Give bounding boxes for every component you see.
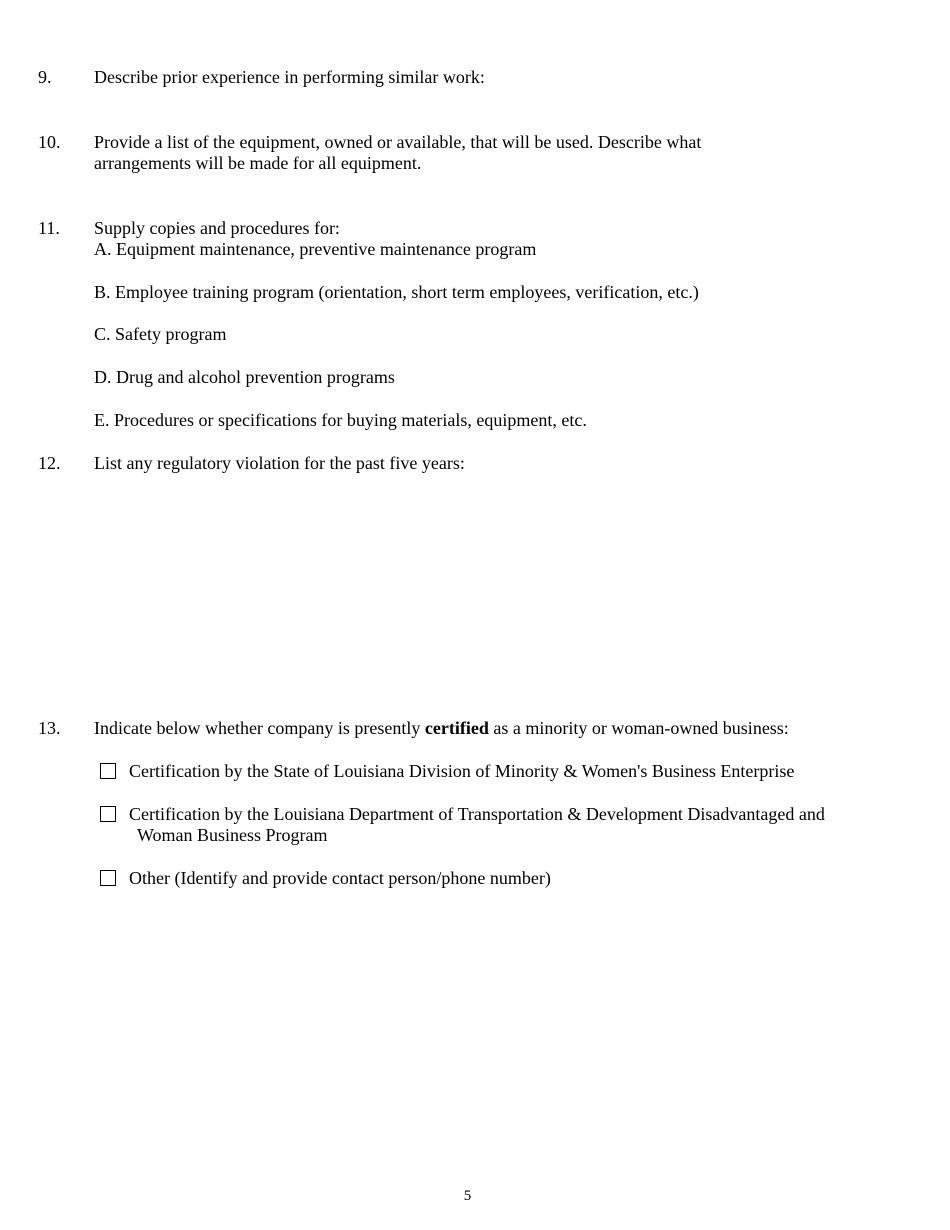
item-12-text: List any regulatory violation for the past five years: — [94, 453, 465, 473]
item-10-text-line1: Provide a list of the equipment, owned or available, that will be used. Describe what — [94, 132, 702, 152]
certification-dotd-label-line1: Certification by the Louisiana Department of Transportation & Development Disadvantaged and — [129, 804, 825, 824]
certification-dotd-checkbox[interactable] — [100, 806, 116, 822]
certification-dotd-label-line2: Woman Business Program — [137, 825, 328, 845]
item-13-text — [94, 718, 789, 739]
item-11-number: 11. — [38, 218, 60, 238]
certification-state-label: Certification by the State of Louisiana Division of Minority & Women's Business Enterprise — [129, 761, 795, 781]
item-11-sub-a: A. Equipment maintenance, preventive maintenance program — [94, 239, 537, 259]
item-10-number: 10. — [38, 132, 61, 152]
item-11-sub-c: C. Safety program — [94, 324, 227, 344]
page-number: 5 — [463, 1188, 472, 1204]
item-11-sub-e: E. Procedures or specifications for buying materials, equipment, etc. — [94, 410, 587, 430]
item-10-text-line2: arrangements will be made for all equipment. — [94, 153, 422, 173]
item-11-text: Supply copies and procedures for: — [94, 218, 340, 238]
item-13-number: 13. — [38, 718, 61, 738]
item-13-text-before: Indicate below whether company is presently — [94, 718, 425, 738]
item-12-number: 12. — [38, 453, 61, 473]
item-9-text: Describe prior experience in performing similar work: — [94, 67, 485, 87]
item-11-sub-d: D. Drug and alcohol prevention programs — [94, 367, 395, 387]
item-11-sub-b: B. Employee training program (orientation, short term employees, verification, etc.) — [94, 282, 699, 302]
certification-other-label: Other (Identify and provide contact person/phone number) — [129, 868, 551, 888]
certification-state-checkbox[interactable] — [100, 763, 116, 779]
certification-other-checkbox[interactable] — [100, 870, 116, 886]
item-13-text-after: as a minority or woman-owned business: — [488, 718, 789, 738]
item-13-text-bold: certified — [424, 718, 489, 738]
item-9-number: 9. — [38, 67, 52, 87]
